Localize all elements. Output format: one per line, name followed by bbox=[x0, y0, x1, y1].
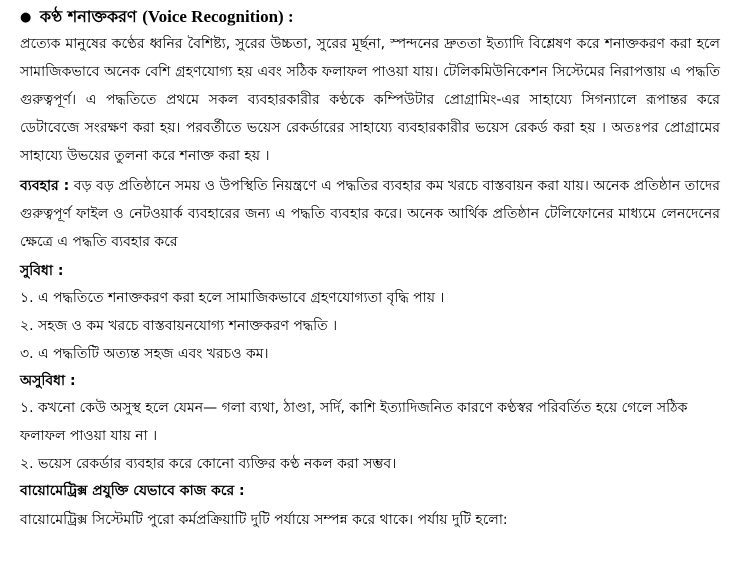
disadvantages-title: অসুবিধা : bbox=[20, 373, 76, 389]
list-item: ১. এ পদ্ধতিতে শনাক্তকরণ করা হলে সামাজিকভাবে গ্রহণযোগ্যতা বৃদ্ধি পায় । bbox=[20, 290, 445, 306]
list-item: ২. সহজ ও কম খরচে বাস্তবায়নযোগ্য শনাক্তকরণ পদ্ধতি । bbox=[20, 318, 338, 334]
disadvantages-list bbox=[20, 394, 720, 478]
advantages-list bbox=[20, 284, 720, 368]
bullet-icon: ● bbox=[20, 10, 32, 25]
biometric-title: বায়োমেট্রিক্স প্রযুক্তি যেভাবে কাজ করে : bbox=[20, 483, 245, 499]
usage-paragraph bbox=[20, 172, 720, 256]
list-item: ২. ভয়েস রেকর্ডার ব্যবহার করে কোনো ব্যক্তির কণ্ঠ নকল করা সম্ভব। bbox=[20, 456, 397, 472]
usage-label: ব্যবহার : bbox=[20, 178, 70, 194]
list-item: ১. কখনো কেউ অসুস্থ হলে যেমন— গলা ব্যথা, ঠাণ্ডা, সর্দি, কাশি ইত্যাদিজনিত কারণে কণ্ঠস্বর পরিবর্তিত হয়ে গেলে সঠিক ফলাফল পাওয়া যায় না । bbox=[20, 400, 688, 444]
usage-text: বড় বড় প্রতিষ্ঠানে সময় ও উপস্থিতি নিয়ন্ত্রণে এ পদ্ধতির ব্যবহার কম খরচে বাস্তবায়ন করা যায়। অনেক প্রতিষ্ঠান তাদের গুরুত্বপূর্ণ ফাইল ও নেটওয়ার্ক ব্যবহারের জন্য এ পদ্ধতি ব্যবহার করে। অনেক আর্থিক প্রতিষ্ঠান টেলিফোনের মাধ্যমে লেনদেনের ক্ষেত্রে এ পদ্ধতি ব্যবহার করে bbox=[20, 178, 720, 250]
section-heading bbox=[20, 4, 720, 30]
heading-english: (Voice Recognition) : bbox=[142, 7, 294, 26]
intro-paragraph: প্রত্যেক মানুষের কণ্ঠের ধ্বনির বৈশিষ্ট্য, সুরের উচ্চতা, সুরের মূর্ছনা, স্পন্দনের দ্রুততা ইত্যাদি বিশ্লেষণ করে শনাক্তকরণ করা হলে সামাজিকভাবে অনেক বেশি গ্রহণযোগ্য হয় এবং সঠিক ফলাফল পাওয়া যায়। টেলিকমিউনিকেশন সিস্টেমের নিরাপত্তায় এ পদ্ধতি গুরুত্বপূর্ণ। এ পদ্ধতিতে প্রথমে সকল ব্যবহারকারীর কণ্ঠকে কম্পিউটার প্রোগ্রামিং-এর সাহায্যে সিগন্যালে রূপান্তর করে ডেটাবেজে সংরক্ষণ করা হয়। পরবর্তীতে ভয়েস রেকর্ডারের সাহায্যে ব্যবহারকারীর ভয়েস রেকর্ড করা হয় । অতঃপর প্রোগ্রামের সাহায্যে উভয়ের তুলনা করে শনাক্ত করা হয় । bbox=[20, 36, 720, 164]
heading-bengali: কণ্ঠ শনাক্তকরণ bbox=[39, 7, 137, 26]
list-item: ৩. এ পদ্ধতিটি অত্যন্ত সহজ এবং খরচও কম। bbox=[20, 346, 269, 362]
advantages-title: সুবিধা : bbox=[20, 263, 64, 279]
biometric-paragraph: বায়োমেট্রিক্স সিস্টেমটি পুরো কর্মপ্রক্রিয়াটি দুটি পর্যায়ে সম্পন্ন করে থাকে। পর্যায় দুটি হলো: bbox=[20, 512, 508, 528]
